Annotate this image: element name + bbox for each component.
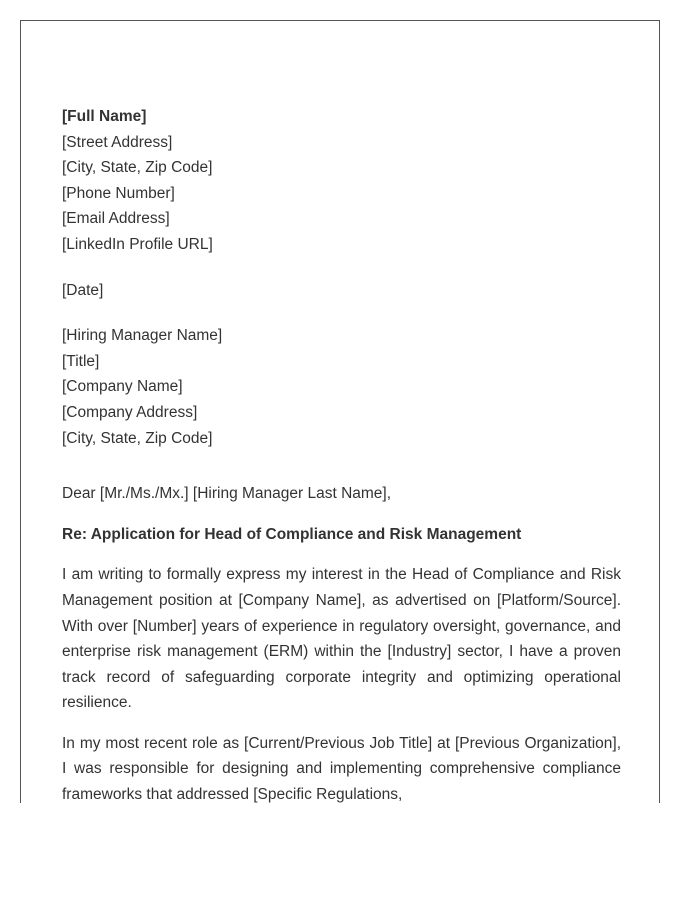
letter-date: [Date] xyxy=(62,281,104,299)
sender-city-state-zip: [City, State, Zip Code] xyxy=(62,159,213,177)
sender-phone: [Phone Number] xyxy=(62,184,175,202)
letter-content xyxy=(62,104,621,803)
subject-line: Re: Application for Head of Compliance and Risk Management xyxy=(62,525,522,543)
recipient-city-state-zip: [City, State, Zip Code] xyxy=(62,429,213,447)
recipient-name: [Hiring Manager Name] xyxy=(62,327,223,345)
recipient-title: [Title] xyxy=(62,352,100,370)
sender-street: [Street Address] xyxy=(62,133,173,151)
salutation: Dear [Mr./Ms./Mx.] [Hiring Manager Last Name], xyxy=(62,485,392,503)
sender-email: [Email Address] xyxy=(62,210,170,228)
sender-linkedin: [LinkedIn Profile URL] xyxy=(62,235,213,253)
sender-full-name: [Full Name] xyxy=(62,108,147,125)
recipient-block xyxy=(62,323,621,451)
letter-page xyxy=(20,20,660,803)
body-paragraph-2: In my most recent role as [Current/Previous Job Title] at [Previous Organization], I was responsible for designing and implementing comprehensive compliance frameworks that addressed [Specific Regulations, xyxy=(62,734,621,803)
body-paragraph-1: I am writing to formally express my interest in the Head of Compliance and Risk Management position at [Company Name], as advertised on [Platform/Source]. With over [Number] years of experience in regulatory oversight, governance, and enterprise risk management (ERM) within the [Industry] sector, I have a proven track record of safeguarding corporate integrity and optimizing operational resilience. xyxy=(62,566,621,712)
sender-block xyxy=(62,104,621,258)
recipient-address: [Company Address] xyxy=(62,403,198,421)
recipient-company: [Company Name] xyxy=(62,378,183,396)
